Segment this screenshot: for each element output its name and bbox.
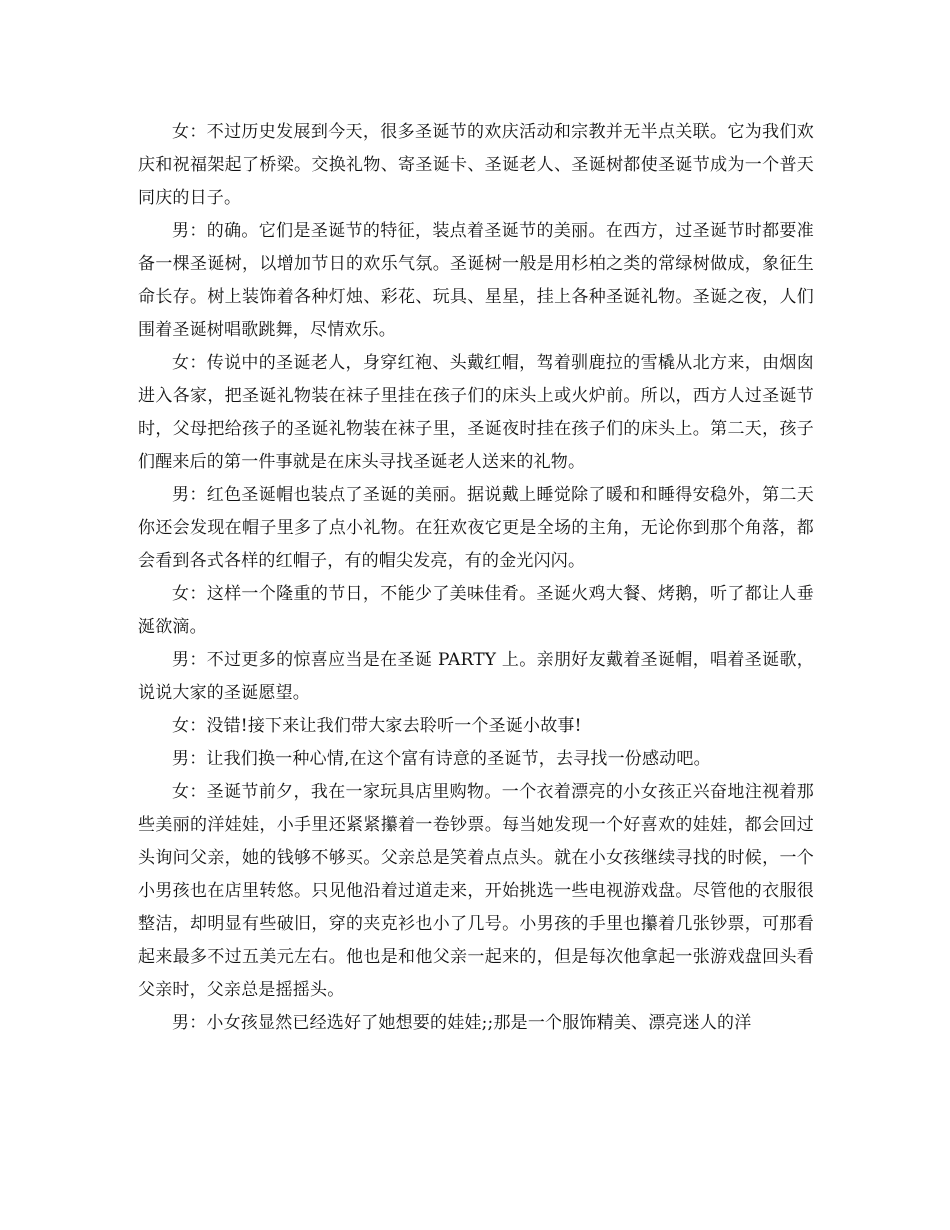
paragraph-1: 女：不过历史发展到今天，很多圣诞节的欢庆活动和宗教并无半点关联。它为我们欢庆和祝福架起了桥梁。交换礼物、寄圣诞卡、圣诞老人、圣诞树都使圣诞节成为一个普天同庆的日子。 bbox=[138, 122, 814, 208]
document-page bbox=[138, 116, 814, 1040]
paragraph-3: 女：传说中的圣诞老人，身穿红袍、头戴红帽，驾着驯鹿拉的雪橇从北方来，由烟囱进入各家，把圣诞礼物装在袜子里挂在孩子们的床头上或火炉前。所以，西方人过圣诞节时，父母把给孩子的圣诞礼物装在袜子里，圣诞夜时挂在孩子们的床头上。第二天，孩子们醒来后的第一件事就是在床头寻找圣诞老人送来的礼物。 bbox=[138, 353, 814, 472]
paragraph-10: 男：小女孩显然已经选好了她想要的娃娃;;那是一个服饰精美、漂亮迷人的洋 bbox=[172, 1013, 752, 1033]
paragraph-8: 男：让我们换一种心情,在这个富有诗意的圣诞节，去寻找一份感动吧。 bbox=[172, 749, 711, 769]
paragraph-2: 男：的确。它们是圣诞节的特征，装点着圣诞节的美丽。在西方，过圣诞节时都要准备一棵圣诞树，以增加节日的欢乐气氛。圣诞树一般是用杉柏之类的常绿树做成，象征生命长存。树上装饰着各种灯烛、彩花、玩具、星星，挂上各种圣诞礼物。圣诞之夜，人们围着圣诞树唱歌跳舞，尽情欢乐。 bbox=[138, 221, 814, 340]
paragraph-6: 男：不过更多的惊喜应当是在圣诞 PARTY 上。亲朋好友戴着圣诞帽，唱着圣诞歌，说说大家的圣诞愿望。 bbox=[138, 650, 814, 703]
paragraph-7: 女：没错!接下来让我们带大家去聆听一个圣诞小故事! bbox=[172, 716, 582, 736]
paragraph-9: 女：圣诞节前夕，我在一家玩具店里购物。一个衣着漂亮的小女孩正兴奋地注视着那些美丽的洋娃娃，小手里还紧紧攥着一卷钞票。每当她发现一个好喜欢的娃娃，都会回过头询问父亲，她的钱够不够买。父亲总是笑着点点头。就在小女孩继续寻找的时候，一个小男孩也在店里转悠。只见他沿着过道走来，开始挑选一些电视游戏盘。尽管他的衣服很整洁，却明显有些破旧，穿的夹克衫也小了几号。小男孩的手里也攥着几张钞票，可那看起来最多不过五美元左右。他也是和他父亲一起来的，但是每次他拿起一张游戏盘回头看父亲时，父亲总是摇摇头。 bbox=[138, 782, 814, 1000]
paragraph-5: 女：这样一个隆重的节日，不能少了美味佳肴。圣诞火鸡大餐、烤鹅，听了都让人垂涎欲滴。 bbox=[138, 584, 814, 637]
paragraph-4: 男：红色圣诞帽也装点了圣诞的美丽。据说戴上睡觉除了暖和和睡得安稳外，第二天你还会发现在帽子里多了点小礼物。在狂欢夜它更是全场的主角，无论你到那个角落，都会看到各式各样的红帽子，有的帽尖发亮，有的金光闪闪。 bbox=[138, 485, 814, 571]
